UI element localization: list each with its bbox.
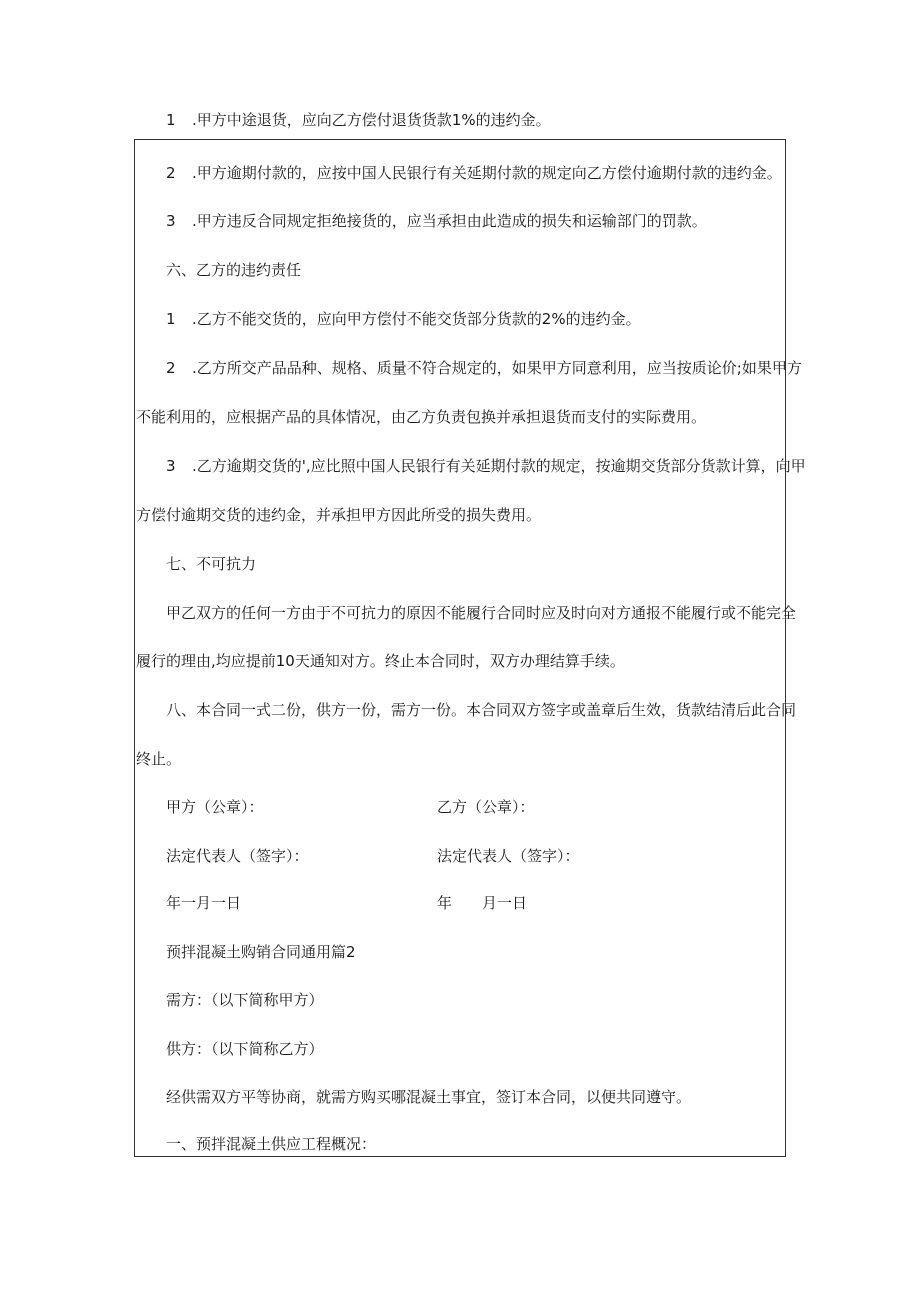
supplier-line: 供方：（以下简称乙方） — [166, 1040, 324, 1058]
party-b-date: 年 月一日 — [437, 894, 528, 912]
clause-number: 1 — [166, 310, 176, 328]
section-heading-1: 一、预拌混凝土供应工程概况： — [166, 1135, 377, 1153]
clause-number: 2 — [166, 359, 176, 377]
party-b-rep-label: 法定代表人（签字）： — [437, 847, 580, 865]
clause-seller-2 — [166, 358, 802, 378]
buyer-line: 需方：（以下简称甲方） — [166, 991, 324, 1009]
agreement-paragraph: 经供需双方平等协商，就需方购买哪混凝土事宜，签订本合同，以便共同遵守。 — [166, 1088, 692, 1106]
party-a-rep-label: 法定代表人（签字）： — [166, 847, 309, 865]
clause-text: .乙方不能交货的，应向甲方偿付不能交货部分货款的2%的违约金。 — [192, 310, 641, 328]
force-majeure-paragraph: 甲乙双方的任何一方由于不可抗力的原因不能履行合同时应及时向对方通报不能履行或不能完全 — [166, 604, 797, 622]
clause-seller-3 — [166, 456, 806, 476]
section-8-cont: 终止。 — [136, 750, 182, 768]
clause-buyer-2 — [166, 163, 782, 183]
clause-seller-3-cont: 方偿付逾期交货的违约金，并承担甲方因此所受的损失费用。 — [136, 506, 542, 524]
clause-number: 3 — [166, 457, 176, 475]
force-majeure-paragraph-cont: 履行的理由,均应提前10天通知对方。终止本合同时，双方办理结算手续。 — [136, 652, 625, 670]
clause-buyer-3 — [166, 211, 707, 231]
clause-text: .甲方逾期付款的，应按中国人民银行有关延期付款的规定向乙方偿付逾期付款的违约金。 — [192, 164, 782, 182]
contract-2-title: 预拌混凝土购销合同通用篇2 — [166, 943, 356, 961]
section-heading-7: 七、不可抗力 — [166, 555, 257, 573]
clause-number: 3 — [166, 212, 176, 230]
section-heading-6: 六、乙方的违约责任 — [166, 261, 302, 279]
clause-seller-1 — [166, 309, 641, 329]
clause-text: .乙方逾期交货的',应比照中国人民银行有关延期付款的规定，按逾期交货部分货款计算，向甲 — [192, 457, 806, 475]
clause-text: .甲方中途退货，应向乙方偿付退货货款1%的违约金。 — [192, 111, 551, 129]
section-heading-8: 八、本合同一式二份，供方一份，需方一份。本合同双方签字或盖章后生效，货款结清后此合同 — [166, 701, 797, 719]
party-b-seal-label: 乙方（公章）： — [437, 798, 535, 816]
clause-text: .甲方违反合同规定拒绝接货的，应当承担由此造成的损失和运输部门的罚款。 — [192, 212, 707, 230]
clause-text: .乙方所交产品品种、规格、质量不符合规定的，如果甲方同意利用，应当按质论价;如果甲方 — [192, 359, 802, 377]
clause-number: 2 — [166, 164, 176, 182]
clause-number: 1 — [166, 111, 176, 129]
party-a-date: 年一月一日 — [166, 894, 242, 912]
clause-seller-2-cont: 不能利用的，应根据产品的具体情况，由乙方负责包换并承担退货而支付的实际费用。 — [136, 408, 707, 426]
party-a-seal-label: 甲方（公章）： — [166, 798, 264, 816]
clause-buyer-1 — [166, 110, 551, 130]
